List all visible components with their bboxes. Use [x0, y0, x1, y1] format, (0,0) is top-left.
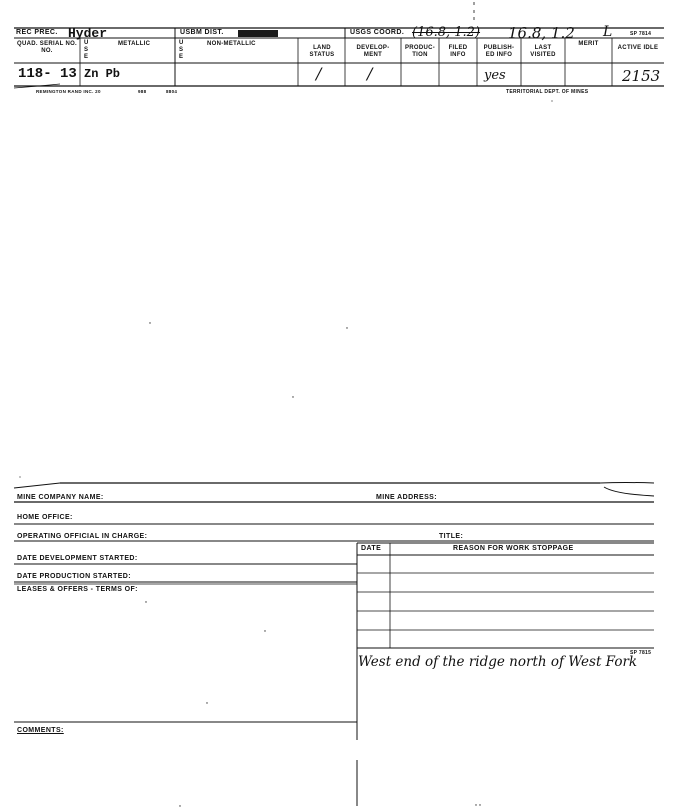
home-office-label: HOME OFFICE: — [17, 514, 73, 521]
title-label: TITLE: — [439, 533, 464, 540]
footer-printer: REMINGTON RAND INC. 20 — [36, 89, 101, 94]
land-status-value: / — [316, 64, 322, 83]
col-active-idle: ACTIVE IDLE — [617, 45, 659, 51]
mine-address-label: MINE ADDRESS: — [376, 494, 437, 501]
development-value: / — [367, 64, 373, 83]
footer-code-b: 8804 — [166, 89, 178, 94]
date-production-label: DATE PRODUCTION STARTED: — [17, 573, 131, 580]
active-idle-value: 2153 — [622, 67, 661, 85]
usgs-coord-label: USGS COORD. — [350, 29, 405, 36]
col-use-nonmetallic: U S E — [179, 40, 184, 60]
col-use-metallic: U S E — [84, 40, 89, 60]
col-development: DEVELOP- MENT — [356, 45, 390, 58]
col-production: PRODUC- TION — [404, 45, 436, 58]
col-land-status: LAND STATUS — [309, 45, 335, 58]
form-number-top: SP 7814 — [630, 31, 652, 37]
mine-company-name-label: MINE COMPANY NAME: — [17, 494, 104, 501]
location-note: West end of the ridge north of West Fork — [358, 654, 638, 670]
leases-offers-label: LEASES & OFFERS - TERMS OF: — [17, 586, 138, 593]
form-number: SP 7815 — [630, 650, 652, 656]
col-merit: MERIT — [578, 41, 599, 47]
published-info-value: yes — [484, 68, 506, 83]
comments-label: COMMENTS: — [17, 727, 64, 734]
redacted-mark — [238, 30, 278, 37]
col-quad-serial: QUAD. SERIAL NO. NO. — [16, 41, 78, 54]
usgs-coord-value: 16.8, 1.2 — [508, 24, 575, 42]
metallic-value: Zn Pb — [84, 67, 121, 81]
usbm-dist-label: USBM DIST. — [180, 29, 224, 36]
quad-serial-value: 118- 13 — [18, 66, 77, 82]
reason-column-header: REASON FOR WORK STOPPAGE — [453, 545, 574, 552]
rec-prec-value: Hyder — [68, 26, 108, 41]
footer-dept: TERRITORIAL DEPT. OF MINES — [506, 89, 589, 95]
footer-code-a: 988 — [138, 89, 147, 94]
usgs-coord-struck: (16.8, 1.2) — [412, 25, 481, 40]
col-non-metallic: NON-METALLIC — [207, 41, 256, 47]
col-published-info: PUBLISH- ED INFO — [483, 45, 515, 58]
rec-prec-label: REC PREC. — [16, 29, 58, 36]
date-development-label: DATE DEVELOPMENT STARTED: — [17, 555, 138, 562]
date-column-header: DATE — [361, 545, 382, 552]
coord-suffix: L — [603, 24, 613, 40]
col-filed-info: FILED INFO — [448, 45, 468, 58]
operating-official-label: OPERATING OFFICIAL IN CHARGE: — [17, 533, 148, 540]
col-metallic: METALLIC — [118, 41, 151, 47]
col-last-visited: LAST VISITED — [530, 45, 556, 58]
